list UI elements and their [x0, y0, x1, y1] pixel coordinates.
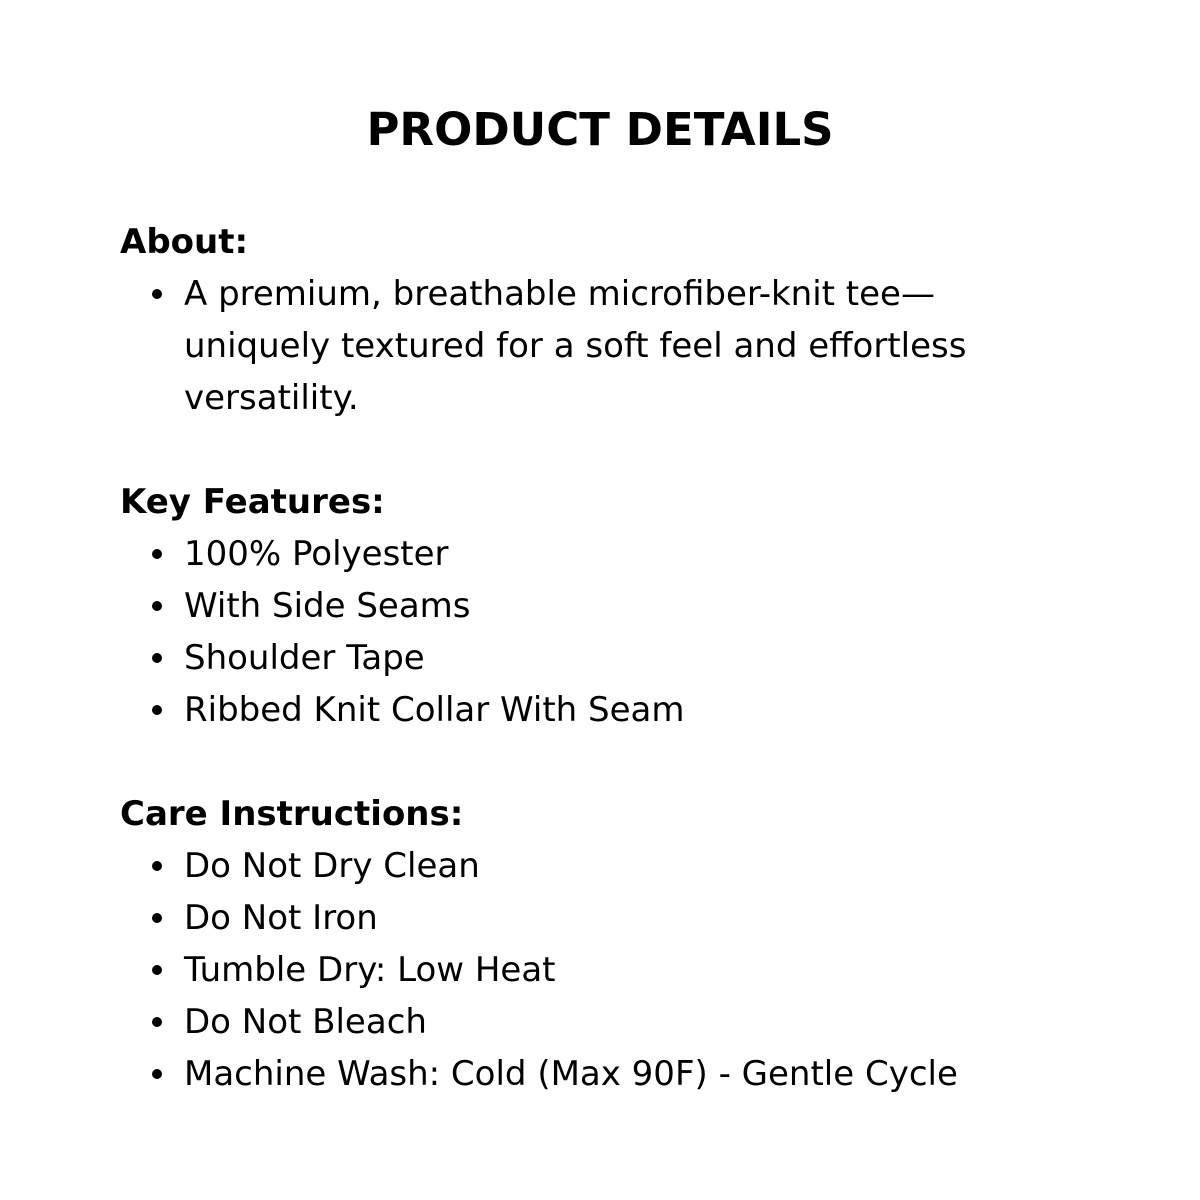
- about-section: [120, 216, 1080, 424]
- feature-text: Ribbed Knit Collar With Seam: [184, 690, 685, 730]
- care-instructions-section: [120, 788, 1080, 1100]
- bullet-icon: [152, 653, 162, 663]
- list-item: [120, 944, 1080, 996]
- list-item: [120, 892, 1080, 944]
- feature-text: Shoulder Tape: [184, 638, 425, 678]
- bullet-icon: [152, 1069, 162, 1079]
- bullet-icon: [152, 601, 162, 611]
- bullet-icon: [152, 289, 162, 299]
- key-features-list: [120, 528, 1080, 736]
- feature-text: With Side Seams: [184, 586, 471, 626]
- list-item: [120, 684, 1080, 736]
- care-instructions-list: [120, 840, 1080, 1100]
- list-item: [120, 528, 1080, 580]
- list-item: [120, 996, 1080, 1048]
- key-features-heading: Key Features:: [120, 482, 385, 522]
- bullet-icon: [152, 705, 162, 715]
- care-text: Tumble Dry: Low Heat: [184, 950, 556, 990]
- about-list: [120, 268, 1080, 424]
- about-text: A premium, breathable microfiber-knit tee—uniquely textured for a soft feel and effortless versatility.: [184, 274, 967, 418]
- bullet-icon: [152, 861, 162, 871]
- list-item: [120, 268, 1064, 424]
- about-heading: About:: [120, 222, 249, 262]
- list-item: [120, 840, 1080, 892]
- page-title: PRODUCT DETAILS: [366, 103, 834, 156]
- bullet-icon: [152, 913, 162, 923]
- bullet-icon: [152, 549, 162, 559]
- bullet-icon: [152, 1017, 162, 1027]
- bullet-icon: [152, 965, 162, 975]
- care-text: Do Not Bleach: [184, 1002, 427, 1042]
- feature-text: 100% Polyester: [184, 534, 449, 574]
- list-item: [120, 632, 1080, 684]
- care-instructions-heading: Care Instructions:: [120, 794, 464, 834]
- list-item: [120, 580, 1080, 632]
- care-text: Do Not Dry Clean: [184, 846, 480, 886]
- care-text: Do Not Iron: [184, 898, 378, 938]
- list-item: [120, 1048, 1080, 1100]
- key-features-section: [120, 476, 1080, 736]
- care-text: Machine Wash: Cold (Max 90F) - Gentle Cycle: [184, 1054, 958, 1094]
